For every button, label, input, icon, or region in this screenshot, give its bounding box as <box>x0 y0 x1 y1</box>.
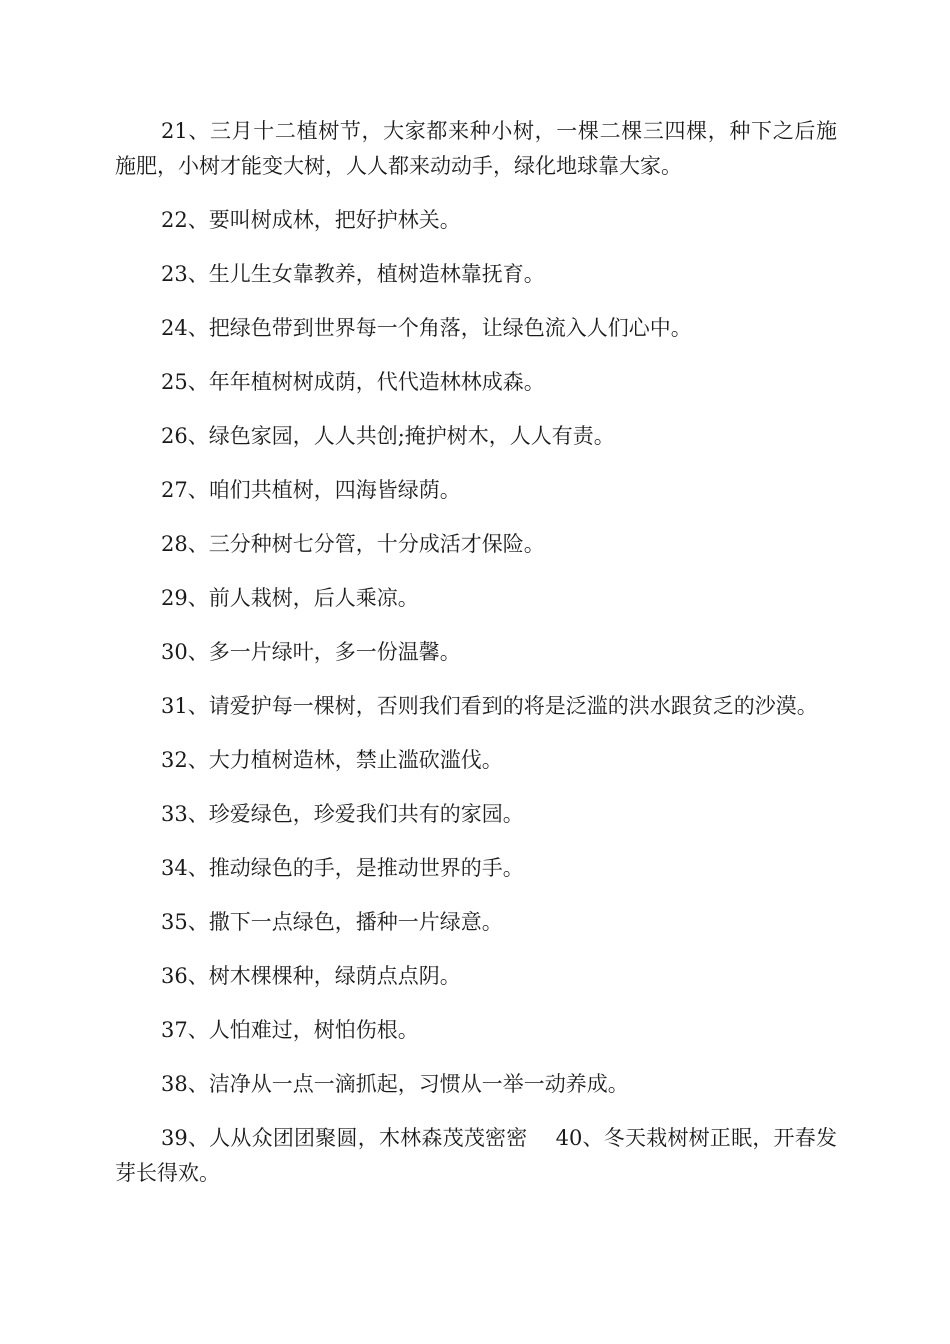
paragraph-26: 26、绿色家园，人人共创;掩护树木，人人有责。 <box>161 424 615 448</box>
paragraph-28: 28、三分种树七分管，十分成活才保险。 <box>161 532 545 556</box>
paragraph-34: 34、推动绿色的手，是推动世界的手。 <box>161 856 524 880</box>
paragraph-30: 30、多一片绿叶，多一份温馨。 <box>161 640 461 664</box>
paragraph-25: 25、年年植树树成荫，代代造林林成森。 <box>161 370 545 394</box>
paragraph-32: 32、大力植树造林，禁止滥砍滥伐。 <box>161 748 503 772</box>
paragraph-33: 33、珍爱绿色，珍爱我们共有的家园。 <box>161 802 524 826</box>
paragraph-23: 23、生儿生女靠教养，植树造林靠抚育。 <box>161 262 545 286</box>
paragraph-21: 21、三月十二植树节，大家都来种小树，一棵二棵三四棵，种下之后施施肥，小树才能变大树，人人都来动动手，绿化地球靠大家。 <box>115 119 837 178</box>
paragraph-39-40: 39、人从众团团聚圆，木林森茂茂密密 40、冬天栽树树正眠，开春发芽长得欢。 <box>115 1126 837 1185</box>
document-body <box>115 114 837 1210</box>
paragraph-35: 35、撒下一点绿色，播种一片绿意。 <box>161 910 503 934</box>
paragraph-27: 27、咱们共植树，四海皆绿荫。 <box>161 478 461 502</box>
paragraph-38: 38、洁净从一点一滴抓起，习惯从一举一动养成。 <box>161 1072 629 1096</box>
paragraph-36: 36、树木棵棵种，绿荫点点阴。 <box>161 964 461 988</box>
paragraph-37: 37、人怕难过，树怕伤根。 <box>161 1018 419 1042</box>
paragraph-31: 31、请爱护每一棵树，否则我们看到的将是泛滥的洪水跟贫乏的沙漠。 <box>161 694 818 718</box>
paragraph-24: 24、把绿色带到世界每一个角落，让绿色流入人们心中。 <box>161 316 692 340</box>
paragraph-29: 29、前人栽树，后人乘凉。 <box>161 586 419 610</box>
paragraph-22: 22、要叫树成林，把好护林关。 <box>161 208 461 232</box>
